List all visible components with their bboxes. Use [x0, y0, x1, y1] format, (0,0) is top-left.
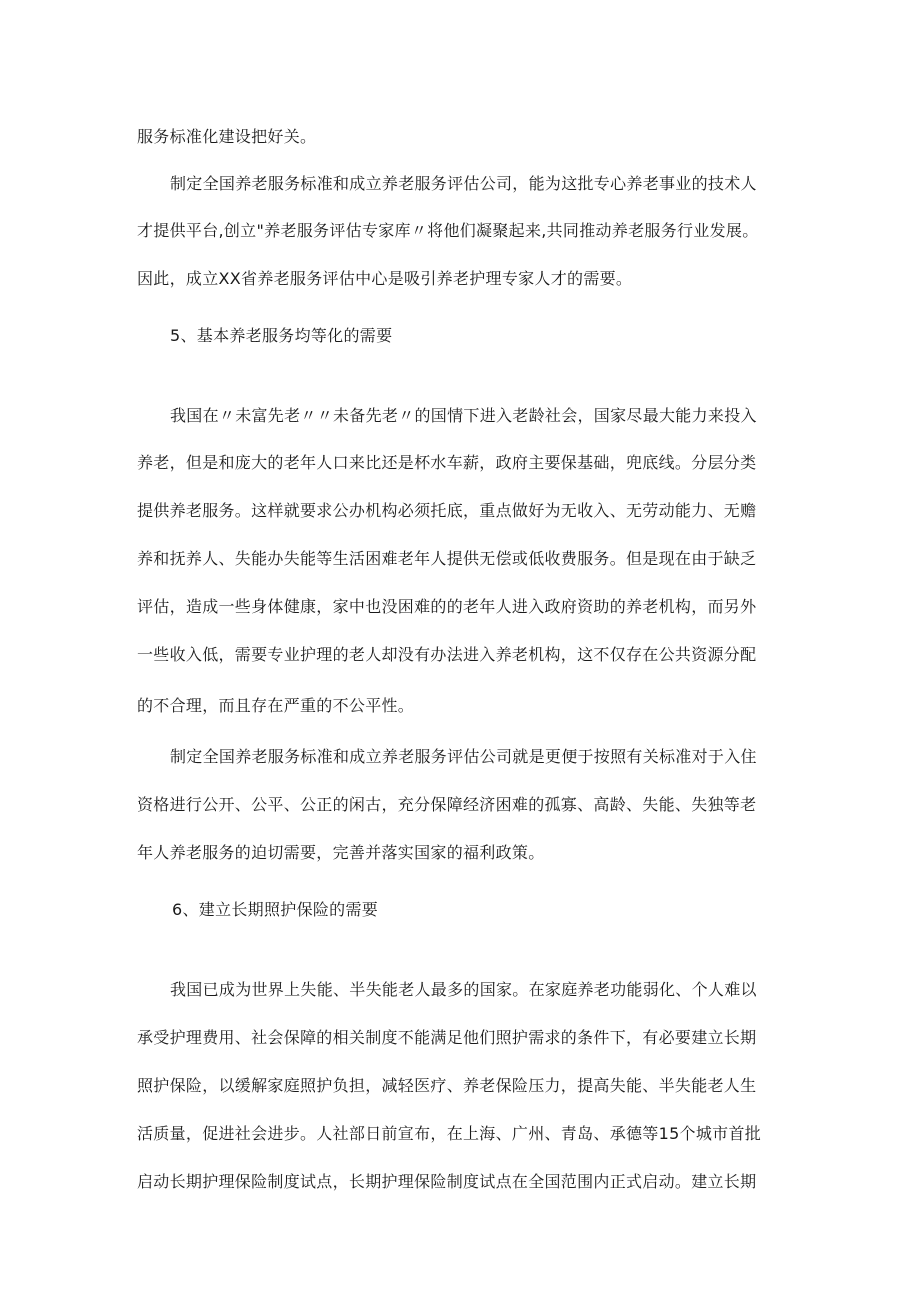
- paragraph-line: 服务标准化建设把好关。: [137, 127, 317, 146]
- paragraph-line: 才提供平台,创立"养老服务评估专家库〃将他们凝聚起来,共同推动养老服务行业发展。: [137, 221, 759, 240]
- paragraph-line: 年人养老服务的迫切需要，完善并落实国家的福利政策。: [137, 843, 545, 862]
- paragraph-line: 资格进行公开、公平、公正的闲古，充分保障经济困难的孤寡、高龄、失能、失独等老: [137, 795, 757, 814]
- paragraph-line: 的不合理，而且存在严重的不公平性。: [137, 696, 415, 715]
- paragraph-line: 养老，但是和庞大的老年人口来比还是杯水车薪，政府主要保基础，兜底线。分层分类: [137, 453, 757, 472]
- paragraph-line: 评估，造成一些身体健康，家中也没困难的的老年人进入政府资助的养老机构，而另外: [137, 597, 757, 616]
- section-heading: 6、建立长期照护保险的需要: [172, 900, 379, 919]
- paragraph-line: 活质量，促进社会进步。人社部日前宣布，在上海、广州、青岛、承德等15个城市首批: [137, 1124, 762, 1143]
- paragraph-line: 制定全国养老服务标准和成立养老服务评估公司，能为这批专心养老事业的技术人: [170, 174, 757, 193]
- paragraph-line: 一些收入低，需要专业护理的老人却没有办法进入养老机构，这不仅存在公共资源分配: [137, 645, 757, 664]
- section-heading: 5、基本养老服务均等化的需要: [170, 326, 393, 345]
- paragraph-line: 照护保险，以缓解家庭照护负担，减轻医疗、养老保险压力，提高失能、半失能老人生: [137, 1076, 757, 1095]
- paragraph-line: 启动长期护理保险制度试点，长期护理保险制度试点在全国范围内正式启动。建立长期: [137, 1172, 757, 1191]
- paragraph-line: 提供养老服务。这样就要求公办机构必须托底，重点做好为无收入、无劳动能力、无赡: [137, 501, 757, 520]
- paragraph-line: 养和抚养人、失能办失能等生活困难老年人提供无偿或低收费服务。但是现在由于缺乏: [137, 549, 757, 568]
- paragraph-line: 制定全国养老服务标准和成立养老服务评估公司就是更便于按照有关标准对于入住: [170, 747, 757, 766]
- paragraph-line: 我国已成为世界上失能、半失能老人最多的国家。在家庭养老功能弱化、个人难以: [170, 980, 757, 999]
- paragraph-line: 承受护理费用、社会保障的相关制度不能满足他们照护需求的条件下，有必要建立长期: [137, 1028, 757, 1047]
- paragraph-line: 我国在〃未富先老〃〃未备先老〃的国情下进入老龄社会，国家尽最大能力来投入: [170, 406, 757, 425]
- paragraph-line: 因此，成立XX省养老服务评估中心是吸引养老护理专家人才的需要。: [137, 269, 633, 288]
